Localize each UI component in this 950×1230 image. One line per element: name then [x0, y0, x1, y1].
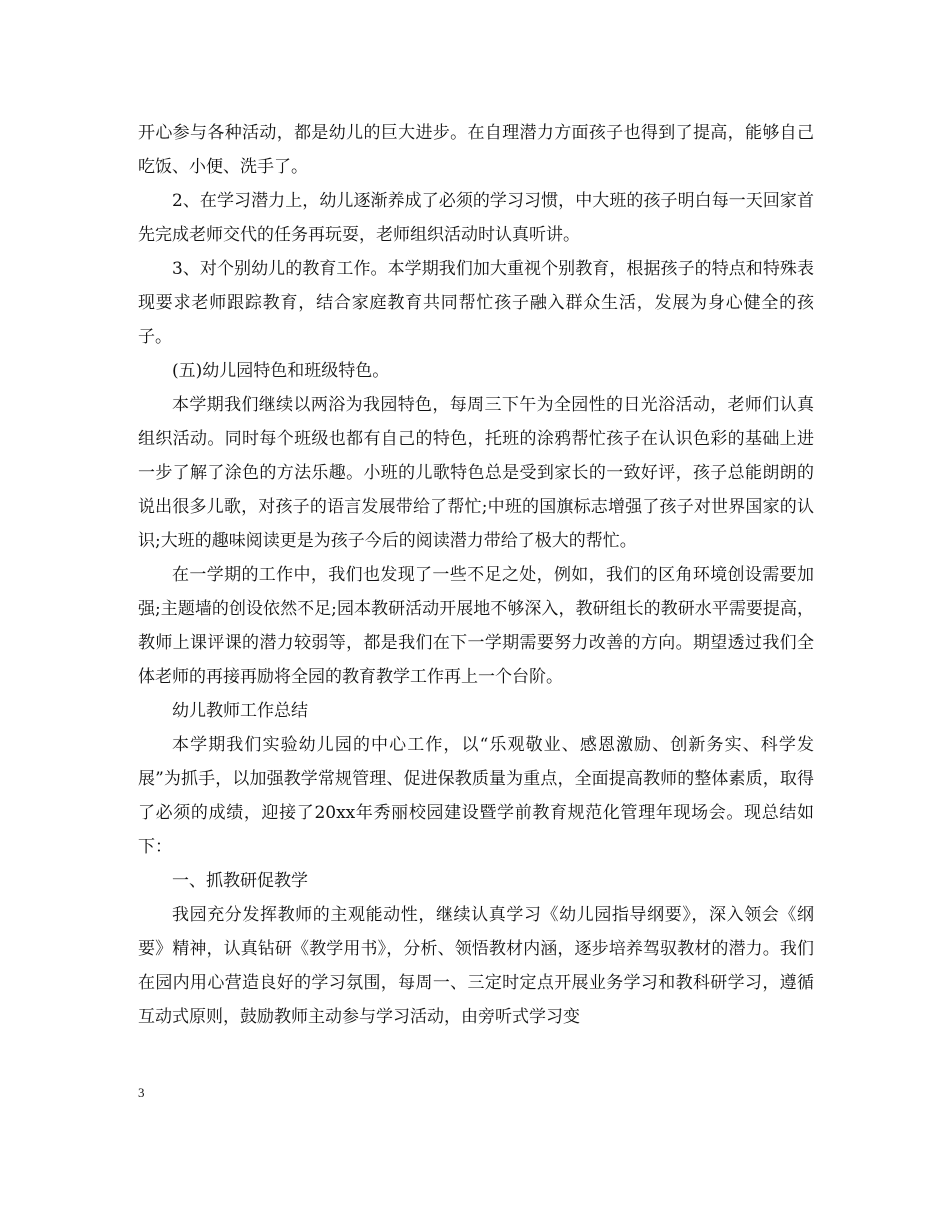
paragraph-2: 2、在学习潜力上，幼儿逐渐养成了必须的学习习惯，中大班的孩子明白每一天回家首先完成老师交代的任务再玩耍，老师组织活动时认真听讲。	[138, 191, 814, 245]
paragraph-3: 3、对个别幼儿的教育工作。本学期我们加大重视个别教育，根据孩子的特点和特殊表现要求老师跟踪教育，结合家庭教育共同帮忙孩子融入群众生活，发展为身心健全的孩子。	[138, 259, 814, 347]
paragraph-1: 开心参与各种活动，都是幼儿的巨大进步。在自理潜力方面孩子也得到了提高，能够自己吃饭、小便、洗手了。	[138, 123, 814, 177]
paragraph-7: 我园充分发挥教师的主观能动性，继续认真学习《幼儿园指导纲要》，深入领会《纲要》精神，认真钻研《教学用书》，分析、领悟教材内涵，逐步培养驾驭教材的潜力。我们在园内用心营造良好的学习氛围，每周一、三定时定点开展业务学习和教科研学习，遵循互动式原则，鼓励教师主动参与学习活动，由旁听式学习变	[138, 905, 814, 1027]
paragraph-5: 在一学期的工作中，我们也发现了一些不足之处，例如，我们的区角环境创设需要加强;主题墙的创设依然不足;园本教研活动开展地不够深入，教研组长的教研水平需要提高，教师上课评课的潜力较弱等，都是我们在下一学期需要努力改善的方向。期望透过我们全体老师的再接再励将全园的教育教学工作再上一个台阶。	[138, 565, 814, 687]
document-title: 幼儿教师工作总结	[172, 701, 308, 721]
document-body	[138, 116, 814, 1034]
paragraph-6: 本学期我们实验幼儿园的中心工作，以“乐观敬业、感恩激励、创新务实、科学发展”为抓手，以加强教学常规管理、促进保教质量为重点，全面提高教师的整体素质，取得了必须的成绩，迎接了20xx年秀丽校园建设暨学前教育规范化管理年现场会。现总结如下：	[138, 735, 814, 857]
section-heading-5: (五)幼儿园特色和班级特色。	[172, 361, 390, 381]
page-number: 3	[138, 1085, 145, 1100]
section-heading-1: 一、抓教研促教学	[172, 871, 308, 891]
paragraph-4: 本学期我们继续以两浴为我园特色，每周三下午为全园性的日光浴活动，老师们认真组织活动。同时每个班级也都有自己的特色，托班的涂鸦帮忙孩子在认识色彩的基础上进一步了解了涂色的方法乐趣。小班的儿歌特色总是受到家长的一致好评，孩子总能朗朗的说出很多儿歌，对孩子的语言发展带给了帮忙;中班的国旗标志增强了孩子对世界国家的认识;大班的趣味阅读更是为孩子今后的阅读潜力带给了极大的帮忙。	[138, 395, 814, 551]
